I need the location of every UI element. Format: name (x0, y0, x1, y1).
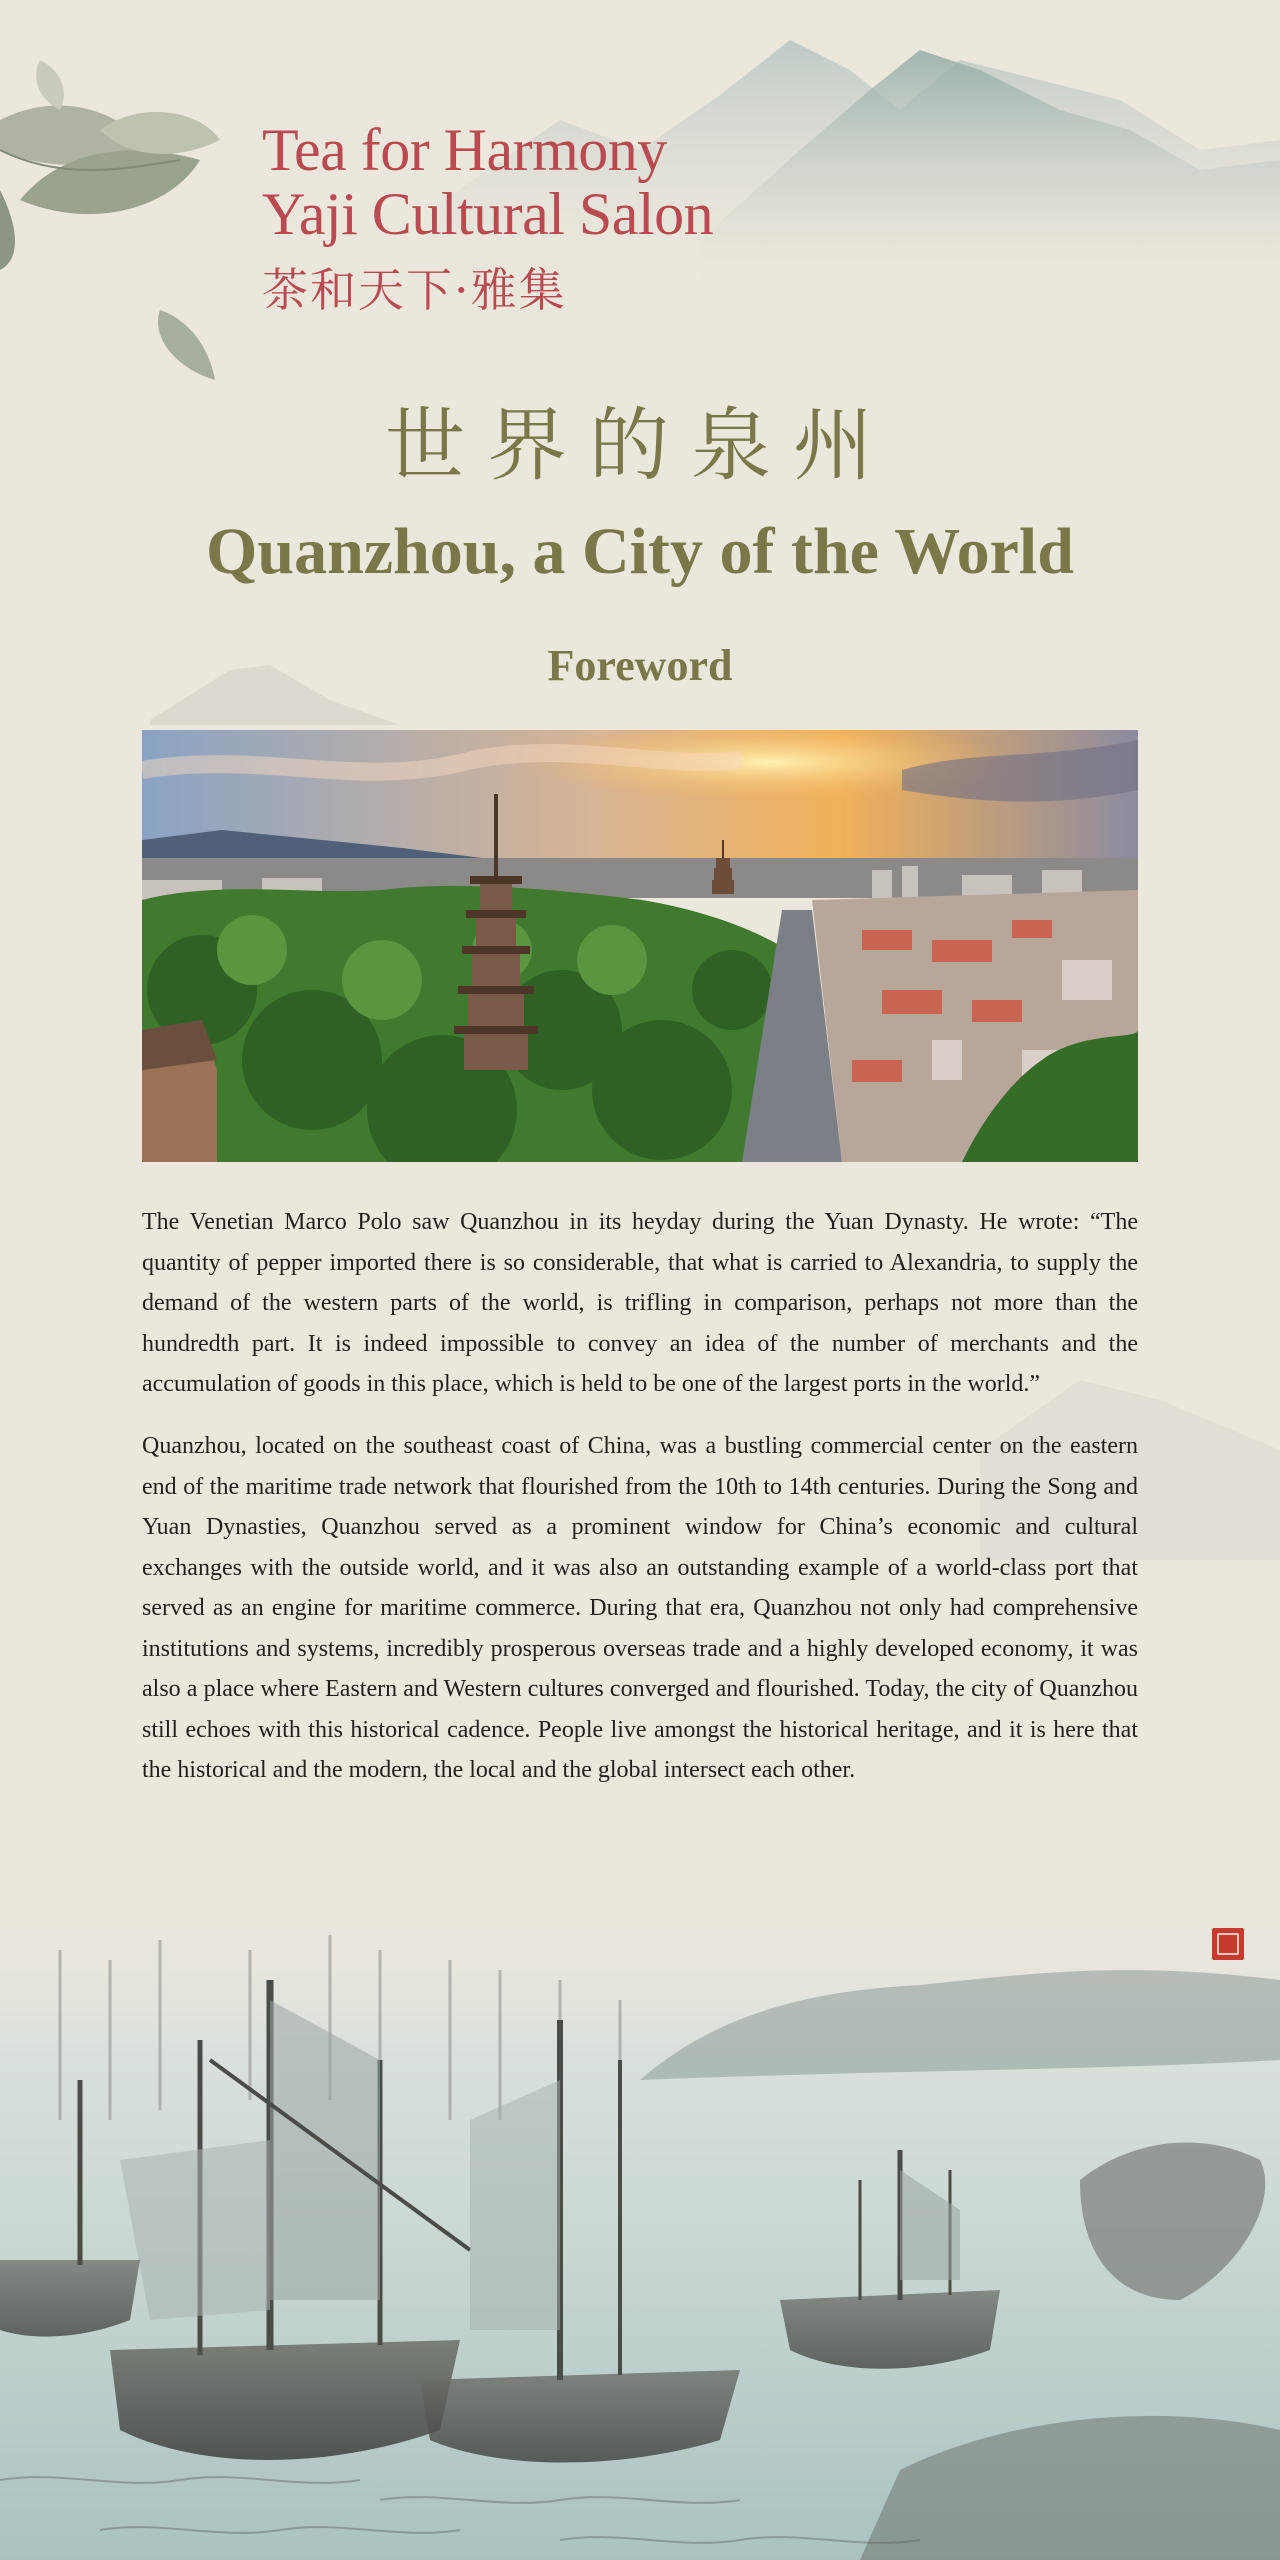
red-seal-stamp (1212, 1928, 1244, 1960)
page-title: Quanzhou, a City of the World (206, 515, 1074, 588)
paragraph-2: Quanzhou, located on the southeast coast of China, was a bustling commercial center on the eastern end of the maritime trade network that flourished from the 10th to 14th centuries. During the Song and Yuan Dynasties, Quanzhou served as a prominent window for China’s economic and cultural exchanges with the outside world, and it was also an outstanding example of a world-class port that served as an engine for maritime commerce. During that era, Quanzhou not only had comprehensive institutions and systems, incredibly prosperous overseas trade and a highly developed economy, it was also a place where Eastern and Western cultures converged and flourished. Today, the city of Quanzhou still echoes with this historical cadence. People live amongst the historical heritage, and it is here that the historical and the modern, the local and the global intersect each other. (142, 1433, 1138, 1783)
salon-title-line2: Yaji Cultural Salon (262, 181, 714, 247)
city-photo (142, 730, 1138, 1162)
tea-leaf-illustration (0, 60, 220, 380)
paragraph-1: The Venetian Marco Polo saw Quanzhou in its heyday during the Yuan Dynasty. He wrote: “The quantity of pepper imported there is so considerable, that what is carried to Alexandria, to supply the demand of the western parts of the world, is trifling in comparison, perhaps not more than the hundredth part. It is indeed impossible to convey an idea of the number of merchants and the accumulation of goods in this place, which is held to be one of the largest ports in the world.” (142, 1209, 1138, 1397)
section-heading: Foreword (547, 641, 733, 690)
page-title-chinese: 世界的泉州 (385, 399, 895, 492)
salon-title (262, 118, 713, 246)
salon-title-line1: Tea for Harmony (262, 117, 667, 183)
ink-harbor-ships-illustration (0, 1880, 1280, 2560)
salon-title-chinese: 茶和天下·雅集 (262, 263, 567, 317)
